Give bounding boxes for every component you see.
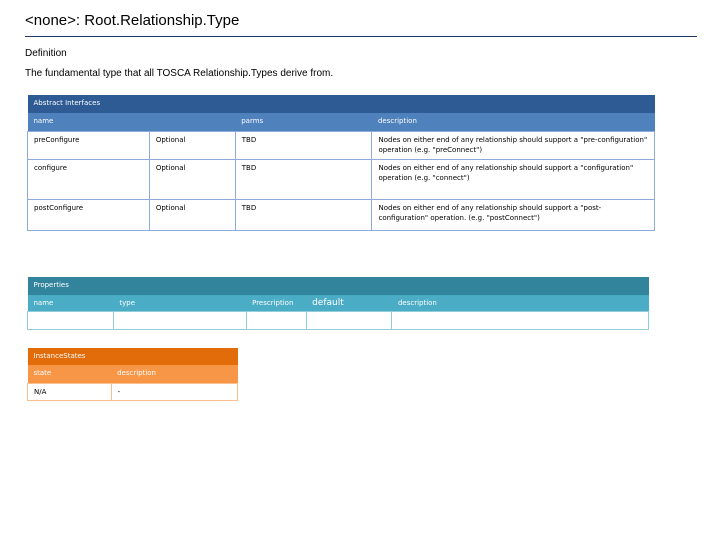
definition-text: The fundamental type that all TOSCA Relationship.Types derive from.	[25, 68, 334, 79]
interface-name: preConfigure	[28, 132, 150, 160]
page-title	[25, 12, 239, 29]
interface-parms: TBD	[235, 200, 372, 231]
property-name-cell	[28, 312, 114, 330]
property-prescription-cell	[246, 312, 306, 330]
interface-required: Optional	[149, 132, 235, 160]
states-column-header	[28, 365, 238, 384]
title-prefix: <none>:	[25, 12, 81, 29]
title-divider	[25, 36, 697, 37]
table-row	[28, 312, 649, 330]
header-description: description	[392, 295, 649, 312]
header-description: description	[111, 365, 237, 384]
states-section-header	[28, 348, 238, 365]
table-row	[28, 200, 655, 231]
interface-parms: TBD	[235, 132, 372, 160]
header-parms: parms	[235, 113, 372, 132]
property-description-cell	[392, 312, 649, 330]
interface-description: Nodes on either end of any relationship should support a "post-configuration" operation. (e.g. "postConnect")	[372, 200, 655, 231]
header-name: name	[28, 113, 150, 132]
interfaces-section-label: Abstract Interfaces	[28, 95, 655, 113]
interface-description: Nodes on either end of any relationship should support a "pre-configuration" operation (e.g. "preConnect")	[372, 132, 655, 160]
interface-name: postConfigure	[28, 200, 150, 231]
property-type-cell	[113, 312, 246, 330]
header-required	[149, 113, 235, 132]
interfaces-column-header	[28, 113, 655, 132]
instance-states-table	[27, 348, 238, 401]
table-row	[28, 384, 238, 401]
title-main: Root.Relationship.Type	[84, 12, 240, 29]
header-name: name	[28, 295, 114, 312]
interface-description: Nodes on either end of any relationship should support a "configuration" operation (e.g. "connect")	[372, 160, 655, 200]
state-name: N/A	[28, 384, 112, 401]
header-prescription: Prescription	[246, 295, 306, 312]
properties-section-header	[28, 277, 649, 295]
properties-table	[27, 277, 649, 330]
interface-required: Optional	[149, 160, 235, 200]
header-default: default	[306, 295, 392, 312]
interface-name: configure	[28, 160, 150, 200]
states-section-label: InstanceStates	[28, 348, 238, 365]
header-description: description	[372, 113, 655, 132]
state-description: -	[111, 384, 237, 401]
property-default-cell	[306, 312, 392, 330]
interface-parms: TBD	[235, 160, 372, 200]
header-type: type	[113, 295, 246, 312]
table-row	[28, 132, 655, 160]
definition-heading: Definition	[25, 48, 67, 59]
properties-section-label: Properties	[28, 277, 649, 295]
header-state: state	[28, 365, 112, 384]
interface-required: Optional	[149, 200, 235, 231]
properties-column-header	[28, 295, 649, 312]
table-row	[28, 160, 655, 200]
interfaces-table	[27, 95, 655, 231]
interfaces-section-header	[28, 95, 655, 113]
